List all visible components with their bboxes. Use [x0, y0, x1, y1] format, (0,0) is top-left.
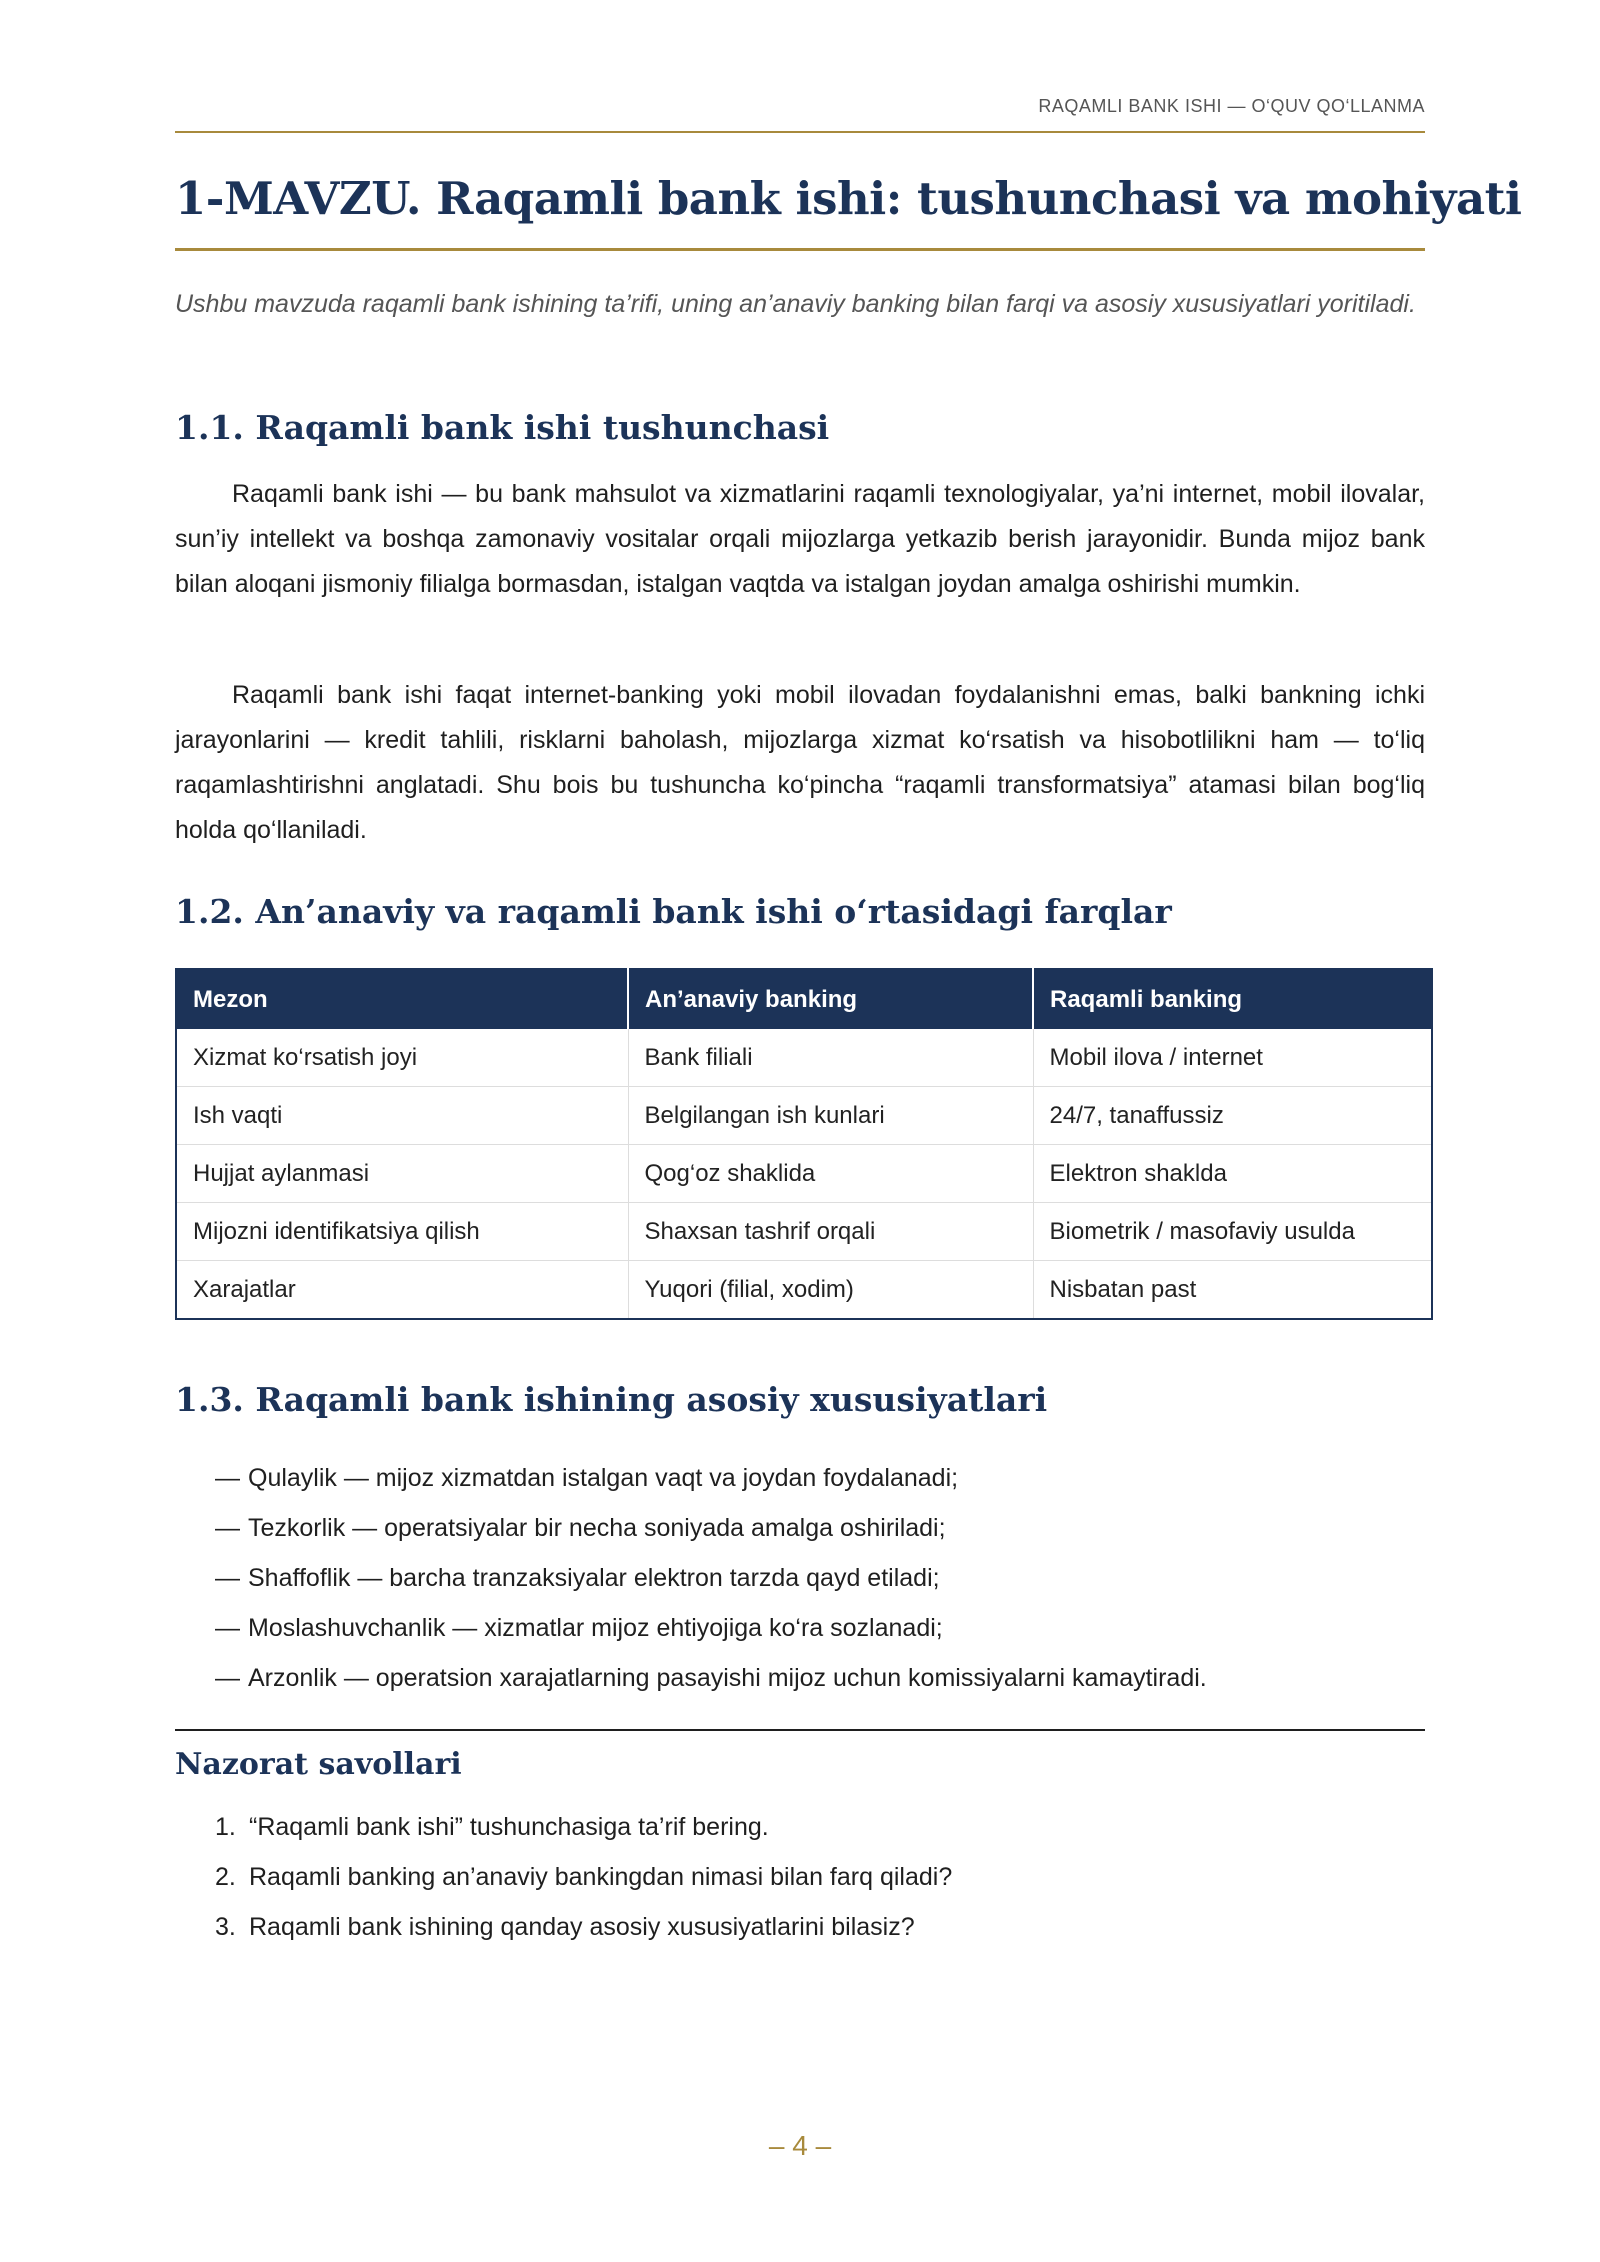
table-cell: Hujjat aylanmasi [176, 1145, 628, 1203]
list-item-text: Tezkorlik — operatsiyalar bir necha soniyada amalga oshiriladi; [248, 1514, 946, 1542]
table-cell: Xarajatlar [176, 1261, 628, 1320]
table-cell: Bank filiali [628, 1029, 1033, 1087]
review-questions-list [215, 1802, 952, 1952]
list-item-text: Arzonlik — operatsion xarajatlarning pasayishi mijoz uchun komissiyalarni kamaytiradi. [248, 1664, 1207, 1692]
list-item [215, 1603, 1207, 1653]
running-header: RAQAMLI BANK ISHI — O‘QUV QO‘LLANMA [1038, 96, 1425, 116]
list-item-text: Shaffoflik — barcha tranzaksiyalar elektron tarzda qayd etiladi; [248, 1564, 940, 1592]
table-cell: Biometrik / masofaviy usulda [1033, 1203, 1432, 1261]
table-cell: Yuqori (filial, xodim) [628, 1261, 1033, 1320]
question-text: Raqamli bank ishining qanday asosiy xususiyatlarini bilasiz? [249, 1913, 915, 1941]
table-cell: 24/7, tanaffussiz [1033, 1087, 1432, 1145]
question-item [215, 1802, 952, 1852]
dash-bullet: — [215, 1664, 240, 1692]
table-cell: Belgilangan ish kunlari [628, 1087, 1033, 1145]
comparison-table [175, 968, 1433, 1320]
table-row [176, 1203, 1432, 1261]
table-row [176, 1029, 1432, 1087]
list-item [215, 1553, 1207, 1603]
question-number: 2. [215, 1863, 236, 1891]
table-cell: Qog‘oz shaklida [628, 1145, 1033, 1203]
table-cell: Xizmat ko‘rsatish joyi [176, 1029, 628, 1087]
section-1-paragraph-1: Raqamli bank ishi — bu bank mahsulot va xizmatlarini raqamli texnologiyalar, ya’ni internet, mobil ilovalar, sun’iy intellekt va boshqa zamonaviy vositalar orqali mijozlarga yetkazib berish jarayonidir. Bunda mijoz bank bilan aloqani jismoniy filialga bormasdan, istalgan vaqtda va istalgan joydan amalga oshirishi mumkin. [175, 480, 1425, 598]
section-2-heading: 1.2. An’anaviy va raqamli bank ishi o‘rtasidagi farqlar [175, 892, 1172, 931]
intro-text: Ushbu mavzuda raqamli bank ishining ta’rifi, uning an’anaviy banking bilan farqi va asosiy xususiyatlari yoritiladi. [175, 290, 1416, 318]
header-rule [175, 131, 1425, 133]
question-text: “Raqamli bank ishi” tushunchasiga ta’rif bering. [249, 1813, 769, 1841]
features-list [215, 1453, 1207, 1703]
dash-bullet: — [215, 1464, 240, 1492]
table-header-cell: Raqamli banking [1033, 969, 1432, 1029]
question-number: 3. [215, 1913, 236, 1941]
chapter-title: 1-MAVZU. Raqamli bank ishi: tushunchasi va mohiyati [175, 172, 1522, 225]
list-item [215, 1453, 1207, 1503]
review-divider [175, 1729, 1425, 1731]
list-item [215, 1653, 1207, 1703]
list-item-text: Qulaylik — mijoz xizmatdan istalgan vaqt va joydan foydalanadi; [248, 1464, 959, 1492]
page-number: – 4 – [768, 2130, 832, 2161]
list-item-text: Moslashuvchanlik — xizmatlar mijoz ehtiyojiga ko‘ra sozlanadi; [248, 1614, 943, 1642]
review-heading: Nazorat savollari [175, 1747, 462, 1782]
table-cell: Mijozni identifikatsiya qilish [176, 1203, 628, 1261]
question-item [215, 1852, 952, 1902]
table-header-row [176, 969, 1432, 1029]
dash-bullet: — [215, 1514, 240, 1542]
table-row [176, 1087, 1432, 1145]
title-rule [175, 248, 1425, 251]
question-text: Raqamli banking an’anaviy bankingdan nimasi bilan farq qiladi? [249, 1863, 953, 1891]
question-number: 1. [215, 1813, 236, 1841]
table-cell: Elektron shaklda [1033, 1145, 1432, 1203]
section-1-paragraph-2: Raqamli bank ishi faqat internet-banking yoki mobil ilovadan foydalanishni emas, balki bankning ichki jarayonlarini — kredit tahlili, risklarni baholash, mijozlarga xizmat ko‘rsatish va hisobotlilikni ham — to‘liq raqamlashtirishni anglatadi. Shu bois bu tushuncha ko‘pincha “raqamli transformatsiya” atamasi bilan bog‘liq holda qo‘llaniladi. [175, 681, 1425, 844]
table-cell: Shaxsan tashrif orqali [628, 1203, 1033, 1261]
question-item [215, 1902, 952, 1952]
table-row [176, 1261, 1432, 1320]
list-item [215, 1503, 1207, 1553]
dash-bullet: — [215, 1564, 240, 1592]
table-cell: Ish vaqti [176, 1087, 628, 1145]
section-1-heading: 1.1. Raqamli bank ishi tushunchasi [175, 408, 830, 447]
table-row [176, 1145, 1432, 1203]
section-3-heading: 1.3. Raqamli bank ishining asosiy xususiyatlari [175, 1380, 1048, 1419]
table-header-cell: Mezon [176, 969, 628, 1029]
table-cell: Nisbatan past [1049, 1275, 1197, 1303]
table-cell: Mobil ilova / internet [1033, 1029, 1432, 1087]
table-header-cell: An’anaviy banking [628, 969, 1033, 1029]
dash-bullet: — [215, 1614, 240, 1642]
